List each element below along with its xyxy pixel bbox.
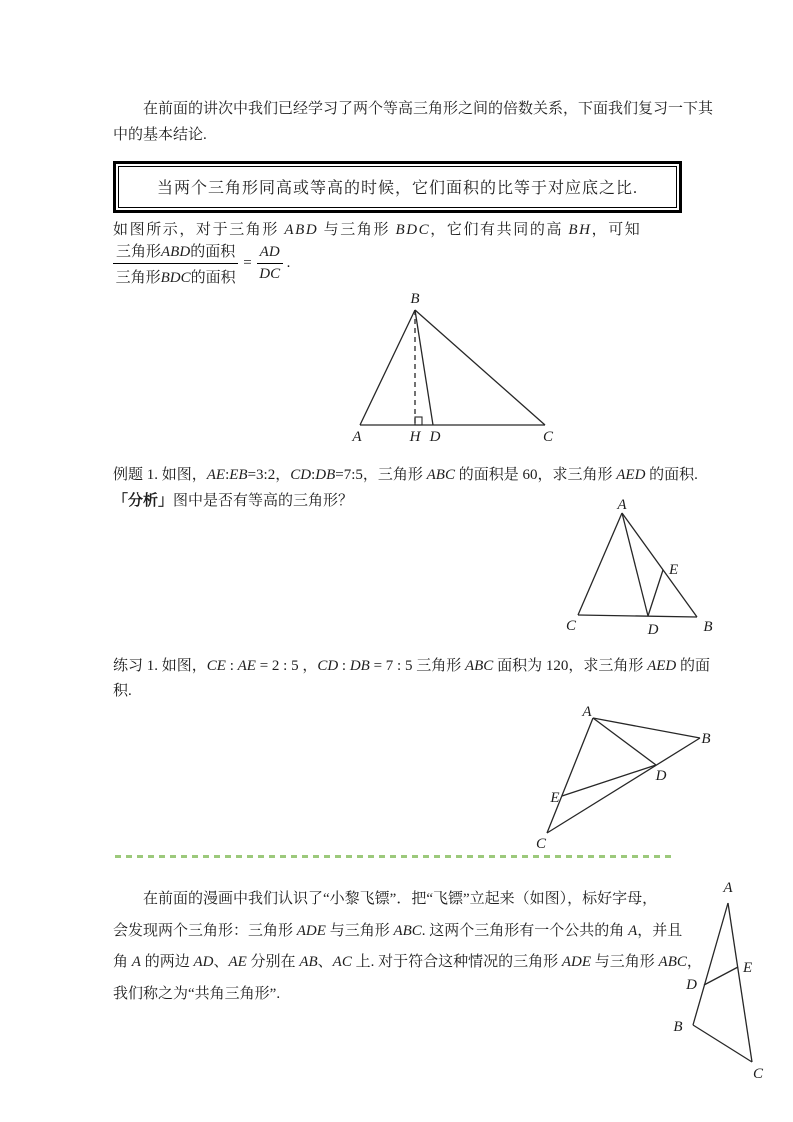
math-var: AED [647, 658, 677, 674]
key-point-box [113, 161, 682, 213]
vertex-label-A: A [723, 880, 733, 896]
vertex-label-B: B [410, 291, 420, 307]
math-var: DB [349, 658, 370, 674]
vertex-label-B: B [701, 731, 711, 747]
text-run: 角 [113, 954, 132, 970]
rhs-fraction [257, 244, 283, 283]
vertex-label-A: A [617, 497, 627, 513]
common-angle-paragraph [113, 884, 702, 1010]
example1-analysis [113, 489, 353, 510]
text-run: 与三角形 [591, 954, 659, 970]
practice1-line-1 [113, 654, 710, 679]
intro-paragraph [113, 96, 713, 148]
text-run: 与三角形 [325, 922, 394, 939]
math-var: EB [229, 467, 248, 483]
intro-line-1: 在前面的讲次中我们已经学习了两个等高三角形之间的倍数关系，下面我们复习一下其 [143, 101, 714, 117]
rhs-denominator: DC [259, 266, 281, 282]
math-var: CD [290, 467, 312, 483]
math-var: BDC [160, 270, 191, 286]
vertex-label-C: C [752, 1066, 764, 1082]
dashed-divider [115, 855, 673, 858]
text-run: =3:2， [247, 467, 291, 483]
example1-text [113, 463, 698, 484]
text-run: =7:5，三角形 [335, 467, 427, 483]
intro-line-2: 中的基本结论. [113, 127, 207, 143]
lhs-fraction [113, 240, 238, 287]
practice1-figure [525, 703, 720, 858]
math-var: ABC [426, 467, 455, 483]
text-run: ，可知 [591, 222, 642, 238]
text-run: : [225, 467, 230, 483]
math-var: ABD [284, 222, 319, 238]
lhs-numerator [113, 240, 238, 264]
point-label-E: E [669, 562, 679, 578]
text-run: 三角形 [115, 270, 161, 286]
text-run: 的面积 [190, 270, 236, 286]
text-run: 的面积是 60，求三角形 [454, 467, 617, 483]
math-var: AE [237, 658, 256, 674]
text-run: 例题 1. 如图， [113, 467, 207, 483]
text-run: 面积为 120，求三角形 [493, 658, 648, 674]
math-var: ADE [561, 954, 592, 970]
text-run: 的面积. [645, 467, 698, 483]
formula-period: . [286, 255, 291, 271]
triangle-edges [360, 310, 545, 425]
text-run: ，并且 [637, 922, 683, 939]
bottom-line-1: 在前面的漫画中我们认识了“小黎飞镖”．把“飞镖”立起来（如图），标好字母， [143, 891, 658, 907]
analysis-question: 图中是否有等高的三角形？ [173, 493, 354, 509]
math-var: AD [193, 954, 214, 970]
text-run: 上. 对于符合这种情况的三角形 [351, 954, 562, 970]
practice1-line-2: 积. [113, 683, 132, 699]
text-run: 与三角形 [318, 222, 396, 238]
text-run: 练习 1. 如图， [113, 658, 207, 674]
text-run: ，它们有共同的高 [430, 222, 569, 238]
math-var: CD [317, 658, 339, 674]
point-label-E: E [550, 790, 560, 806]
analysis-tag: 「分析」 [113, 493, 174, 509]
vertex-label-C: C [565, 618, 577, 634]
vertex-label-A: A [582, 704, 592, 720]
math-var: ABC [393, 922, 422, 939]
math-var: AED [616, 467, 646, 483]
text-run: 三角形 [116, 244, 162, 260]
text-run: 、 [213, 954, 229, 970]
math-var: AE [228, 954, 247, 970]
practice1-text [113, 654, 710, 704]
point-label-D: D [686, 977, 697, 993]
point-label-D: D [655, 768, 667, 784]
math-var: BDC [395, 222, 431, 238]
math-var: AC [332, 954, 352, 970]
right-angle-mark [415, 417, 422, 425]
example1-figure [545, 497, 720, 640]
bottom-line-2 [113, 916, 702, 948]
math-var: ADE [296, 922, 326, 939]
vertex-label-C: C [535, 836, 547, 852]
point-label-D: D [647, 622, 659, 638]
point-label-E: E [743, 960, 753, 976]
math-var: BH [568, 222, 592, 238]
vertex-label-A: A [352, 429, 362, 445]
vertex-label-B: B [703, 619, 713, 635]
math-var: CE [206, 658, 226, 674]
text-run: 的面 [676, 658, 711, 674]
text-run: : [338, 658, 350, 674]
text-run: 分别在 [246, 954, 300, 970]
triangle-edges [578, 513, 697, 617]
math-var: ABC [658, 954, 687, 970]
rhs-numerator: AD [257, 244, 283, 264]
math-var: DB [315, 467, 336, 483]
text-run: : [225, 658, 238, 674]
key-point-text: 当两个三角形同高或等高的时候，它们面积的比等于对应底之比. [118, 166, 677, 208]
math-var: AE [206, 467, 226, 483]
triangle-diagram-common-height [340, 292, 570, 452]
bottom-line-4: 我们称之为“共角三角形”. [113, 985, 281, 1002]
text-run: : [311, 467, 316, 483]
bottom-line-3 [113, 947, 702, 979]
text-run: = 2 : 5 ， [255, 658, 318, 674]
area-ratio-formula [113, 240, 290, 287]
text-run: 如图所示，对于三角形 [113, 222, 285, 238]
triangle-edges [693, 903, 752, 1062]
text-run: 的面积 [190, 244, 236, 260]
common-angle-figure [663, 878, 791, 1086]
equals-sign: = [243, 255, 252, 271]
math-var: ABD [161, 244, 191, 260]
text-run: . 这两个三角形有一个公共的角 [421, 922, 629, 939]
text-run: 、 [317, 954, 333, 970]
math-var: A [628, 922, 638, 939]
text-run: = 7 : 5 三角形 [369, 658, 465, 674]
math-var: ABC [464, 658, 494, 674]
text-run: 的两边 [140, 954, 194, 970]
text-run: ， [686, 954, 702, 970]
math-var: AB [299, 954, 318, 970]
math-var: A [131, 954, 141, 970]
explain-paragraph [113, 218, 641, 239]
vertex-label-B: B [673, 1019, 683, 1035]
lhs-denominator [113, 264, 238, 287]
text-run: 会发现两个三角形：三角形 [113, 922, 297, 939]
vertex-label-C: C [542, 429, 554, 445]
point-label-D: D [429, 429, 441, 445]
foot-label-H: H [409, 429, 421, 445]
triangle-edges [547, 718, 700, 833]
